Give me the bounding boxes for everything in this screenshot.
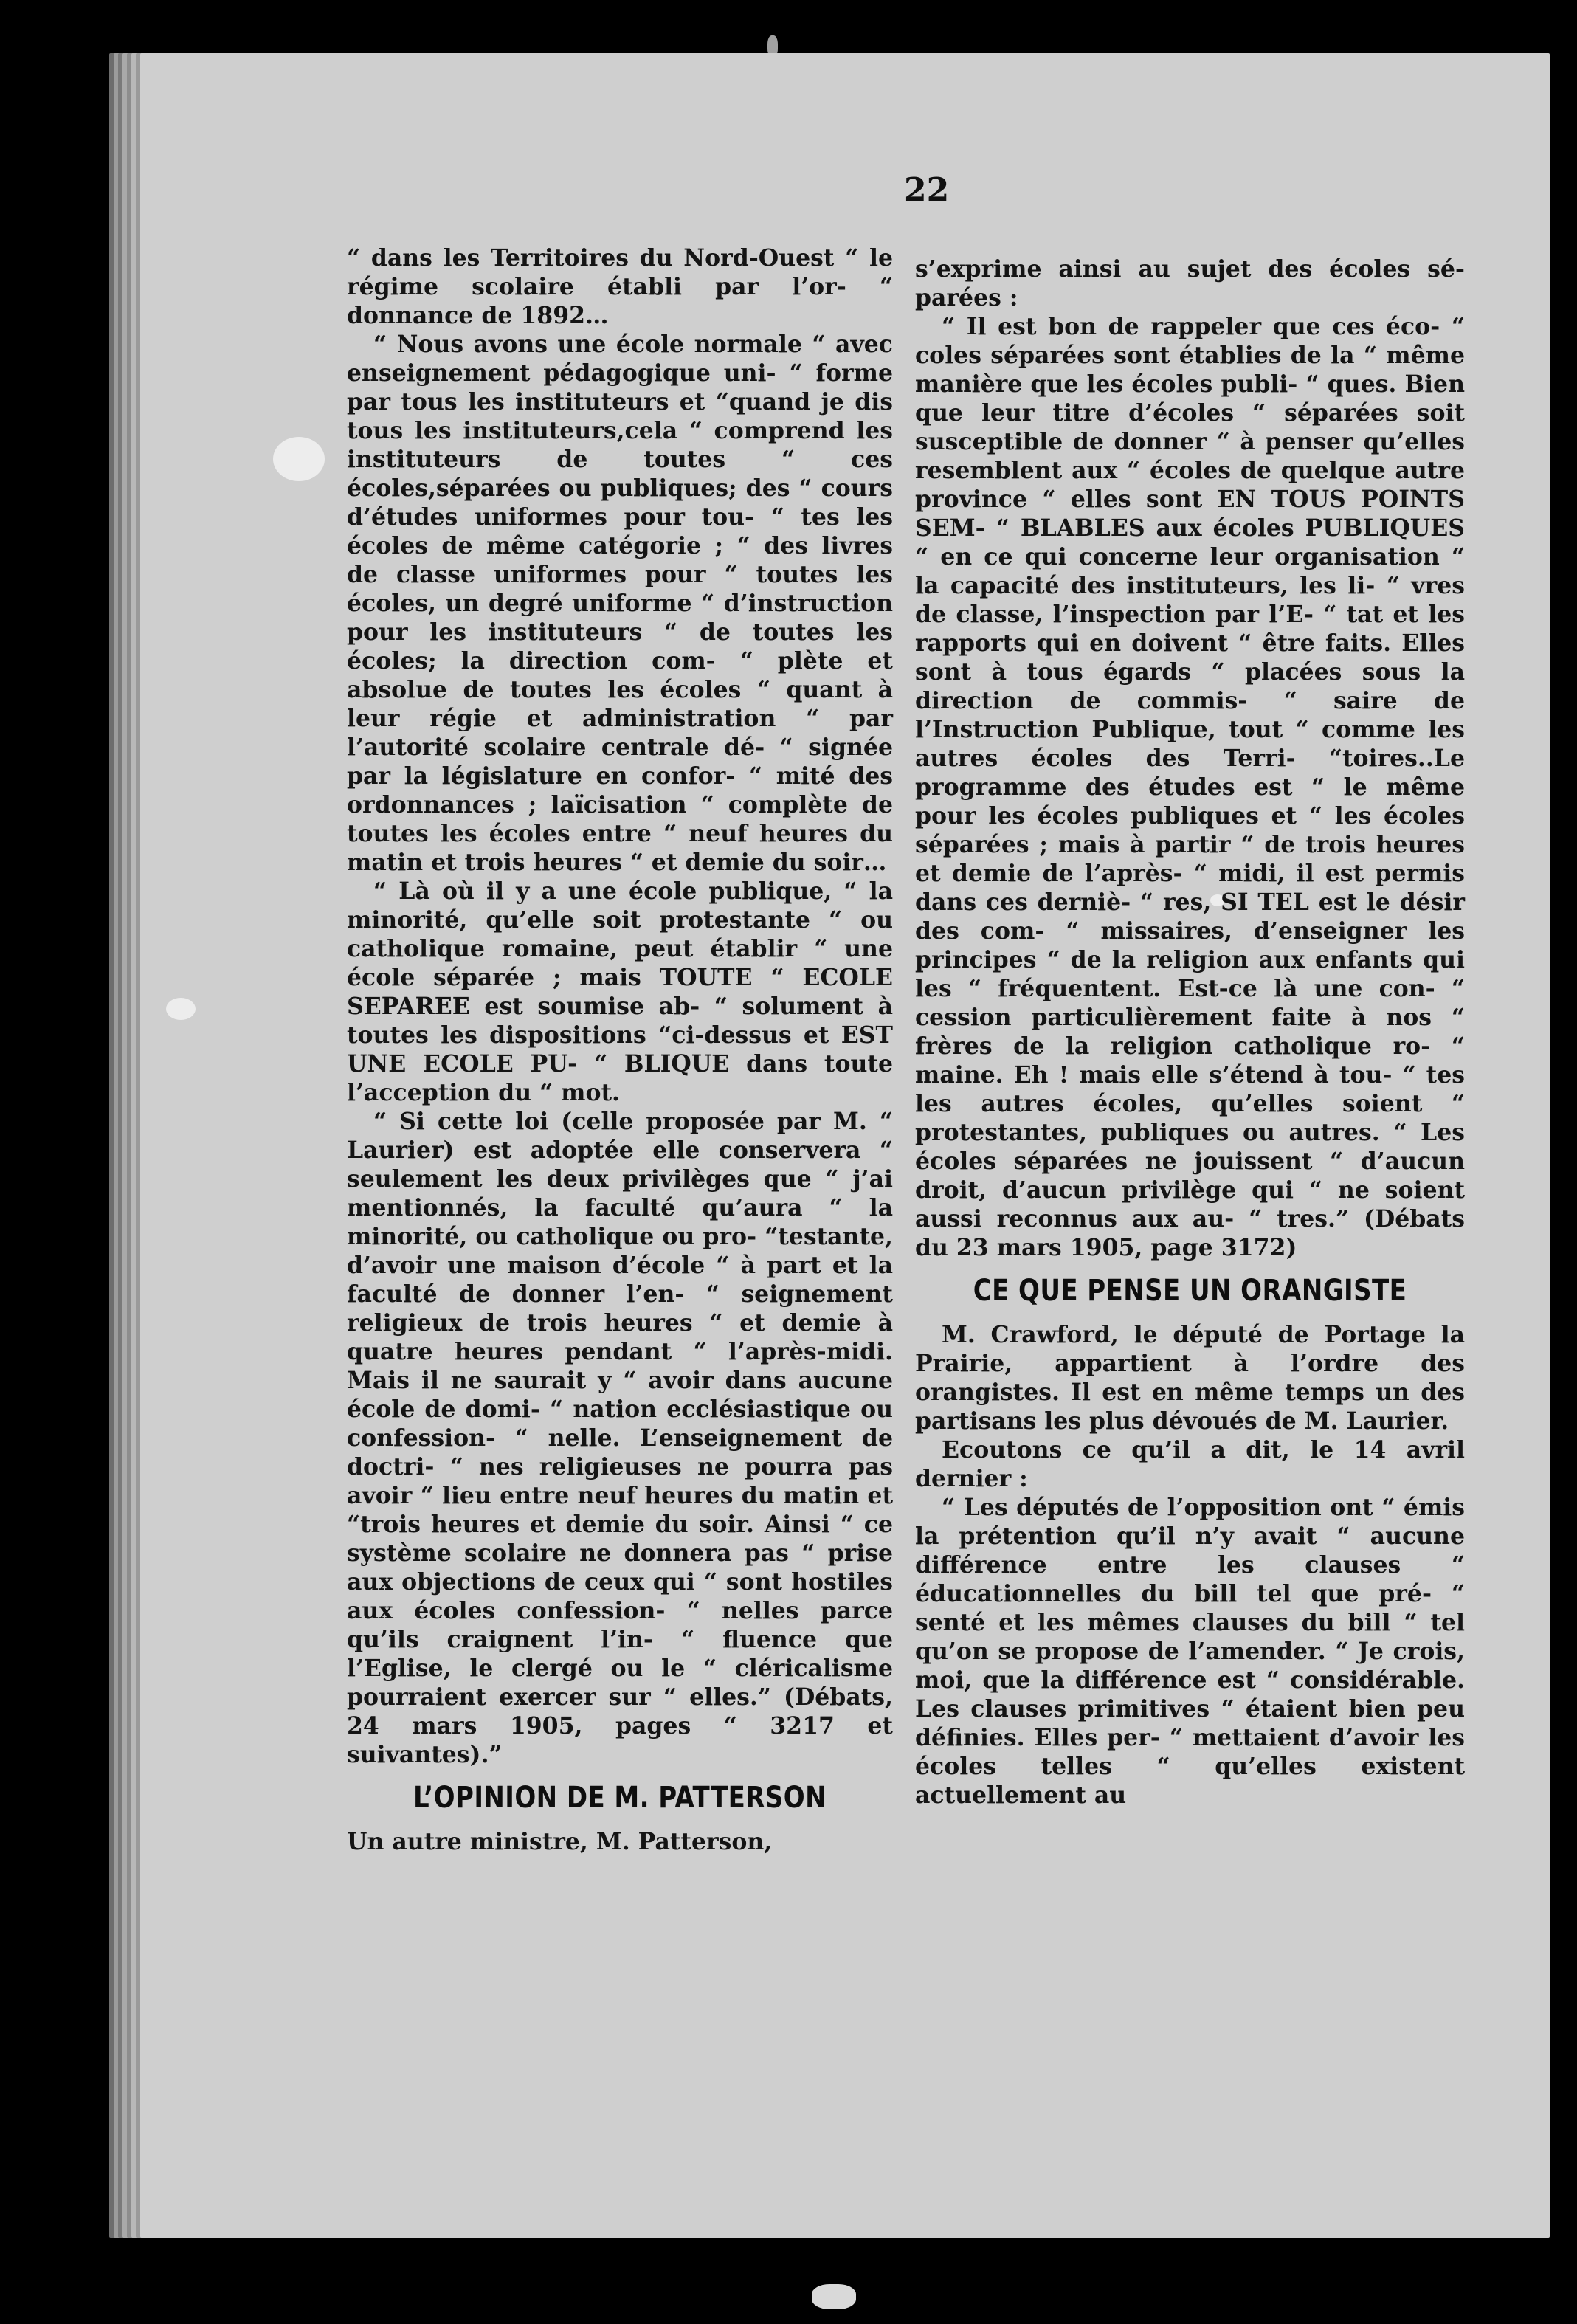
page-tear [812, 2284, 856, 2309]
section-heading: CE QUE PENSE UN ORANGISTE [973, 1274, 1407, 1308]
page-number: 22 [904, 171, 950, 209]
paper-blemish [273, 437, 325, 481]
paragraph: “ dans les Territoires du Nord-Ouest “ le régime scolaire établi par l’or- “ donnance de 1892… [347, 244, 893, 329]
left-column [347, 244, 893, 1856]
right-column [915, 255, 1465, 1810]
quote: “ Il est bon de rappeler que ces éco- “ coles séparées sont établies de la “ même manière que les écoles publi- “ ques. Bien que leur titre d’écoles “ séparées soit susceptible de donner “ à penser qu’elles resemblent aux “ écoles de quelque autre province “ elles sont EN TOUS POINTS SEM- “ BLABLES aux écoles PUBLIQUES “ en ce qui concerne leur organisation “ la capacité des instituteurs, les li- “ vres de classe, l’inspection par l’E- “ tat et les rapports qui en doivent “ être faits. Elles sont à tous égards “ placées sous la direction de commis- “ saire de l’Instruction Publique, tout “ comme les autres écoles des Terri- “toires..Le programme des études est “ le même pour les écoles publiques et “ les écoles séparées ; mais à partir “ de trois heures et demie de l’après- “ midi, il est permis dans ces derniè- “ res, SI TEL est le désir des com- “ missaires, d’enseigner les principes “ de la religion aux enfants qui les “ fréquentent. Est-ce là une con- “ cession particulièrement faite à nos “ frères de la religion catholique ro- “ maine. Eh ! mais elle s’étend à tou- “ tes les autres écoles, qu’elles soient “ protestantes, publiques ou autres. “ Les écoles séparées ne jouissent “ d’aucun droit, d’aucun privilège qui “ ne soient aussi reconnus aux au- “ tres.” (Débats du 23 mars 1905, page 3172) [915, 313, 1465, 1261]
paper-blemish [166, 998, 196, 1020]
paragraph: “ Nous avons une école normale “ avec enseignement pédagogique uni- “ forme par tous les instituteurs et “quand je dis tous les instituteurs,cela “ comprend les instituteurs de toutes “ ces écoles,séparées ou publiques; des “ cours d’études uniformes pour tou- “ tes les écoles de même catégorie ; “ des livres de classe uniformes pour “ toutes les écoles, un degré uniforme “ d’instruction pour les instituteurs “ de toutes les écoles; la direction com- “ plète et absolue de toutes les écoles “ quant à leur régie et administration “ par l’autorité scolaire centrale dé- “ signée par la législature en confor- “ mité des ordonnances ; laïcisation “ complète de toutes les écoles entre “ neuf heures du matin et trois heures “ et demie du soir… [347, 331, 893, 876]
paragraph: Ecoutons ce qu’il a dit, le 14 avril dernier : [915, 1436, 1465, 1492]
paragraph: s’exprime ainsi au sujet des écoles sé- parées : [915, 255, 1465, 311]
paragraph: “ Si cette loi (celle proposée par M. “ Laurier) est adoptée elle conservera “ seulement les deux privilèges que “ j’ai mentionnés, la faculté qu’aura “ la minorité, ou catholique ou pro- “testante, d’avoir une maison d’école “ à part et la faculté de donner l’en- “ seignement religieux de trois heures “ et demie à quatre heures pendant “ l’après-midi. Mais il ne saurait y “ avoir dans aucune école de domi- “ nation ecclésiastique ou confession- “ nelle. L’enseignement de doctri- “ nes religieuses ne pourra pas avoir “ lieu entre neuf heures du matin et “trois heures et demie du soir. Ainsi “ ce système scolaire ne donnera pas “ prise aux objections de ceux qui “ sont hostiles aux écoles confession- “ nelles parce qu’ils craignent l’in- “ fluence que l’Eglise, le clergé ou le “ cléricalisme pourraient exercer sur “ elles.” (Débats, 24 mars 1905, pages “ 3217 et suivantes).” [347, 1108, 893, 1768]
section-heading: L’OPINION DE M. PATTERSON [413, 1781, 827, 1815]
paragraph: M. Crawford, le député de Portage la Prairie, appartient à l’ordre des orangistes. Il est en même temps un des partisans les plus dévoués de M. Laurier. [915, 1321, 1465, 1435]
paragraph: Un autre ministre, M. Patterson, [347, 1828, 773, 1855]
quote: “ Les députés de l’opposition ont “ émis la prétention qu’il n’y avait “ aucune différence entre les clauses “ éducationnelles du bill tel que pré- “ senté et les mêmes clauses du bill “ tel qu’on se propose de l’amender. “ Je crois, moi, que la différence est “ considérable. Les clauses primitives “ étaient bien peu définies. Elles per- “ mettaient d’avoir les écoles telles “ qu’elles existent actuellement au [915, 1494, 1465, 1809]
paragraph: “ Là où il y a une école publique, “ la minorité, qu’elle soit protestante “ ou catholique romaine, peut établir “ une école séparée ; mais TOUTE “ ECOLE SEPAREE est soumise ab- “ solument à toutes les dispositions “ci-dessus et EST UNE ECOLE PU- “ BLIQUE dans toute l’acception du “ mot. [347, 877, 893, 1106]
